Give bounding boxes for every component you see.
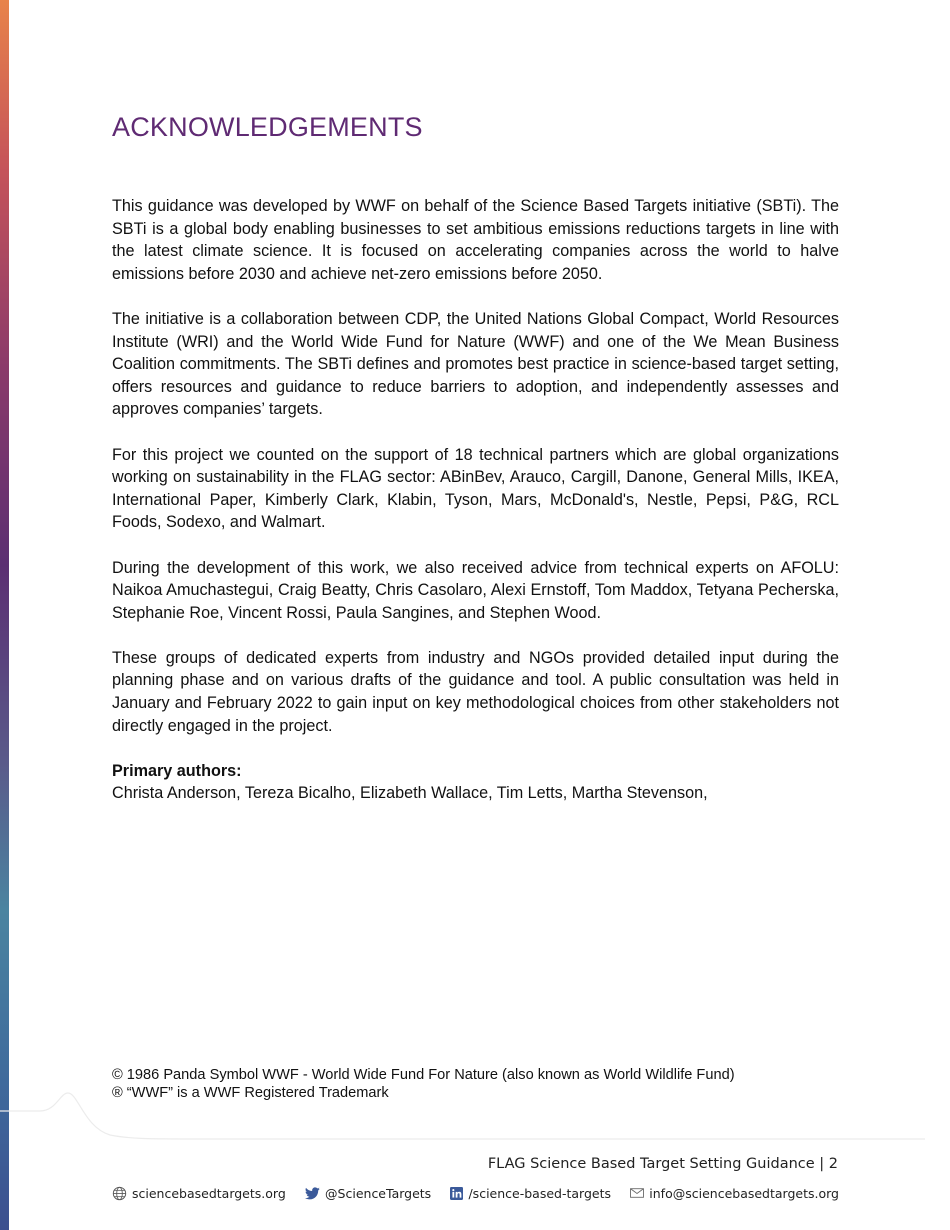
email-address: info@sciencebasedtargets.org (649, 1185, 839, 1201)
primary-authors-section (112, 760, 839, 805)
page-title: ACKNOWLEDGEMENTS (112, 112, 423, 142)
guidance-title-page-number: FLAG Science Based Target Setting Guidance | 2 (487, 1156, 838, 1172)
linkedin-handle: /science-based-targets (468, 1185, 611, 1201)
paragraph-consultation: These groups of dedicated experts from industry and NGOs provided detailed input during the planning phase and on various drafts of the guidance and tool. A public consultation was held in January and February 2022 to gain input on key methodological choices from other stakeholders not directly engaged in the project. (112, 648, 839, 735)
footer-email-link[interactable] (630, 1186, 839, 1201)
paragraph-technical-partners: For this project we counted on the support of 18 technical partners which are global organizations working on sustainability in the FLAG sector: ABinBev, Arauco, Cargill, Danone, General Mills, IKEA, International Paper, Kimberly Clark, Klabin, Tyson, Mars, McDonald's, Nestle, Pepsi, P&G, RCL Foods, Sodexo, and Walmart. (112, 445, 839, 532)
paragraph-sbti-guidance: This guidance was developed by WWF on behalf of the Science Based Targets initiative (SBTi). The SBTi is a global body enabling businesses to set ambitious emissions reductions targets in line with the latest climate science. It is focused on accelerating companies across the world to halve emissions before 2030 and achieve net-zero emissions before 2050. (112, 197, 839, 283)
footer-contact-bar (112, 1184, 839, 1202)
decorative-footer-wave (0, 1085, 930, 1145)
panda-copyright-note: © 1986 Panda Symbol WWF - World Wide Fund For Nature (also known as World Wildlife Fund) (112, 1067, 735, 1083)
body-text (112, 195, 839, 805)
twitter-handle: @ScienceTargets (325, 1185, 432, 1201)
primary-authors-list: Christa Anderson, Tereza Bicalho, Elizabeth Wallace, Tim Letts, Martha Stevenson, (112, 784, 708, 803)
decorative-gradient-sidebar (0, 0, 9, 1230)
footer-linkedin-link[interactable] (450, 1186, 611, 1201)
website-label: sciencebasedtargets.org (132, 1185, 286, 1201)
wwf-trademark-note: ® “WWF” is a WWF Registered Trademark (112, 1085, 389, 1101)
linkedin-icon (450, 1187, 463, 1200)
paragraph-technical-experts: During the development of this work, we also received advice from technical experts on AFOLU: Naikoa Amuchastegui, Craig Beatty, Chris Casolaro, Alexi Ernstoff, Tom Maddox, Tetyana Pecherska, Stephanie Roe, Vincent Rossi, Paula Sangines, and Stephen Wood. (112, 558, 839, 622)
twitter-icon (305, 1187, 320, 1200)
paragraph-initiative-collaboration: The initiative is a collaboration between CDP, the United Nations Global Compact, World Resources Institute (WRI) and the World Wide Fund for Nature (WWF) and one of the We Mean Business Coalition commitments. The SBTi defines and promotes best practice in science-based target setting, offers resources and guidance to reduce barriers to adoption, and independently assesses and approves companies’ targets. (112, 309, 839, 419)
footer-website-link[interactable] (112, 1186, 286, 1201)
footer-twitter-link[interactable] (305, 1186, 431, 1201)
primary-authors-heading: Primary authors: (112, 761, 242, 780)
globe-icon (112, 1186, 127, 1201)
envelope-icon (630, 1188, 644, 1198)
